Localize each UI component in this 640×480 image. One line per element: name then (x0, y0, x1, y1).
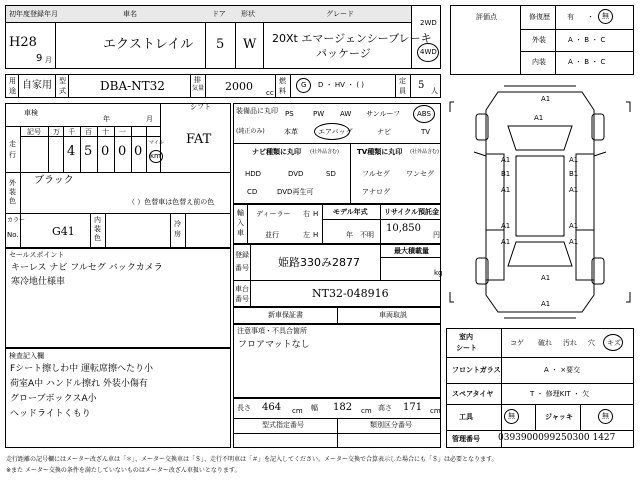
mileage-digit: 5 (84, 144, 93, 159)
car-damage-diagram (446, 80, 634, 322)
fuel-label: 燃 (279, 77, 286, 85)
width-cm: cm (361, 407, 372, 415)
control-number: 0393900099250300 1427 (498, 433, 616, 443)
chassis-label: 車台 (235, 285, 249, 293)
equip-tv: TV (421, 128, 431, 136)
mark-left-1: A1 (501, 156, 511, 164)
mark-front-1: A1 (541, 95, 551, 103)
caution-box (233, 324, 441, 398)
equip-sunroof: サンルーフ (366, 110, 401, 118)
navi-hdd: HDD (245, 170, 262, 178)
control-label: 管理番号 (452, 435, 480, 443)
height-label: 高さ (378, 404, 392, 412)
one-label: 一 (119, 128, 126, 136)
drive-4wd: 4WD (420, 48, 437, 56)
cc-unit: cc (266, 89, 274, 97)
repair-label: 修復歴 (529, 13, 550, 21)
inspection-title: 評価点 (476, 13, 497, 21)
color-label: 外 (9, 179, 16, 187)
int-grades: A ・ B ・ C (568, 58, 606, 66)
equipment-label: 装備品に丸印 (236, 107, 278, 115)
grade-line1: 20Xt エマージェンシーブレーキ (272, 32, 432, 45)
displacement: 2000 (225, 80, 253, 93)
capacity-label: 定 (399, 77, 406, 85)
import-parallel: 並行 (265, 231, 279, 239)
max-load-label: 最大積載量 (394, 247, 429, 255)
tools-value: 無 (508, 412, 515, 420)
equip-aw: AW (340, 110, 352, 118)
ext-label: 外装 (532, 36, 546, 44)
manual: 車両取説 (379, 311, 407, 319)
tv-title: TV種類に丸印 (357, 148, 403, 156)
equip-airbag: エアバッグ (318, 128, 353, 136)
capacity-label-2: 員 (399, 87, 406, 95)
interior-color-label-3: 色 (94, 234, 101, 242)
interior-yogore: 汚れ (563, 339, 577, 347)
front-glass-label: フロントガラス (452, 366, 501, 374)
import-dealer: ディーラー (256, 210, 291, 218)
inspection-label: 車検 (24, 109, 38, 117)
year-model-label: モデル年式 (333, 208, 368, 216)
interior-kizu: キズ (607, 339, 621, 347)
equip-navi: ナビ (377, 128, 391, 136)
recycle-deposit: 10,850 (386, 223, 421, 234)
capacity: 5 (418, 80, 425, 91)
interior-color-label-2: 装 (94, 225, 101, 233)
month-unit: 月 (45, 56, 52, 64)
month-label: 月 (146, 115, 153, 123)
footer-line2: ※また メーター交換の条件を満たしていないものはメーター改ざん車扱いとなります。 (6, 467, 241, 474)
mark-right-3: A1 (569, 186, 579, 194)
grade-label: グレード (326, 10, 354, 18)
mileage-digit: 0 (134, 144, 143, 159)
model-label: 型 (59, 77, 66, 85)
inspector-line: Fシート擦しわ中 運転席擦へたり小 (10, 364, 154, 374)
fuel-label-2: 料 (279, 87, 286, 95)
sales-line2: 寒冷地仕様車 (11, 277, 66, 287)
equip-abs: ABS (417, 110, 431, 118)
interior-yabure: 破れ (538, 339, 552, 347)
model-label-2: 式 (59, 87, 66, 95)
repair-no: 無 (602, 12, 609, 20)
equipment-label-2: (純正のみ) (236, 128, 265, 135)
import-left: 左 (303, 231, 310, 239)
thousand-label: 千 (68, 128, 75, 136)
import-label-3: 車 (237, 229, 244, 237)
import-h-2: H (313, 231, 319, 239)
recycle-deposit-label: リサイクル預託金 (384, 208, 440, 216)
inspector-line: 荷室A中 ハンドル擦れ 外装小傷有 (10, 379, 148, 389)
color-no: G41 (52, 225, 75, 238)
door-label: ドア (212, 10, 226, 18)
reg-label: 登録 (235, 251, 249, 259)
displacement-label-2: 気量 (192, 85, 205, 92)
width: 182 (333, 402, 353, 413)
mileage-digit: 0 (118, 144, 127, 159)
mark-front-2: A1 (534, 114, 544, 122)
color: ブラック (34, 175, 74, 186)
year-label: 年 (103, 115, 110, 123)
cooling-label: 冷 (174, 220, 181, 228)
interior-seat-label-2: シート (456, 344, 477, 352)
navi-sd: SD (326, 170, 336, 178)
color-no-label-2: No. (7, 231, 19, 239)
jack-value: 無 (602, 412, 609, 420)
category-label: 類別区分番号 (370, 421, 412, 429)
repair-separator: ・ (587, 13, 594, 21)
shape: W (243, 37, 257, 52)
shape-label: 形状 (241, 10, 255, 18)
caution-title: 注意事項・不具合箇所 (237, 327, 307, 335)
length: 464 (262, 402, 282, 413)
front-glass-items: A ・ ×要交 (544, 366, 581, 374)
model: DBA-NT32 (100, 79, 165, 93)
car-name: エクストレイル (103, 37, 194, 52)
import-label-2: 入 (237, 219, 244, 227)
mile-label: マイル (149, 140, 164, 146)
equip-leather: 本革 (284, 128, 298, 136)
tv-analog: アナログ (362, 188, 390, 196)
navi-cd: CD (247, 188, 258, 196)
mark-right-5: A1 (569, 238, 579, 246)
caution-line1: フロアマットなし (238, 340, 310, 350)
inspector-line: グローブボックスA小 (10, 394, 97, 404)
year-model-value: 年 不明 (346, 231, 374, 239)
sales-title: セールスポイント (9, 251, 65, 259)
height: 171 (403, 402, 423, 413)
repair-yes: 有 (567, 13, 574, 21)
capacity-unit: 人 (431, 87, 438, 95)
man-label: 万 (53, 128, 60, 136)
fuel-g: G (301, 81, 307, 89)
shift: FAT (186, 132, 212, 147)
grade-line2: パッケージ (316, 47, 371, 60)
navi-dvd: DVD (288, 170, 304, 178)
tv-note: (社外品含む) (410, 149, 439, 155)
length-cm: cm (292, 407, 303, 415)
kg: kg (434, 269, 443, 277)
usage-label: 用 (9, 77, 16, 85)
hundred-label: 百 (85, 128, 92, 136)
interior-koge: コゲ (510, 339, 524, 347)
mark-right-4: A1 (569, 222, 579, 230)
mark-right-1: A1 (569, 156, 579, 164)
import-h: H (313, 210, 319, 218)
tv-oneseg: ワンセグ (406, 170, 434, 178)
color-label-3: 色 (9, 197, 16, 205)
import-right: 右 (303, 210, 310, 218)
tv-fullseg: フルセグ (362, 170, 390, 178)
shift-label: シフト (190, 103, 211, 111)
reg-month: 9 (36, 53, 43, 64)
reg-year: H28 (9, 35, 37, 50)
import-label: 輸 (237, 209, 244, 217)
sales-line1: キーレス ナビ フルセグ バックカメラ (11, 263, 163, 273)
chassis-number: NT32-048916 (312, 287, 389, 300)
type-label: 型式指定番号 (262, 421, 304, 429)
tools-label: 工具 (459, 413, 473, 421)
inspector-title: 検査記入欄 (9, 352, 44, 360)
navi-title: ナビ種類に丸印 (252, 148, 301, 156)
navi-dvd-play: DVD再生可 (277, 188, 314, 196)
mileage-label-2: 行 (9, 151, 16, 159)
mark-left-5: A1 (501, 238, 511, 246)
doors: 5 (216, 37, 225, 52)
row2 (5, 74, 441, 98)
km-label: km (150, 152, 161, 160)
interior-ana: 穴 (588, 339, 595, 347)
mark-left-4: A1 (501, 222, 511, 230)
mileage-digit: 4 (67, 144, 76, 159)
reg-date-label: 初年度登録年月 (9, 10, 58, 18)
mark-left-2: B1 (501, 170, 511, 178)
inspector-line: ヘッドライトくもり (10, 409, 91, 419)
drive-2wd: 2WD (420, 19, 437, 27)
footer-line1: 走行距離の記号欄にはメーター改ざん車は「＊」、メーター交換車は「＄」、走行不明車は「＃」を記入してください。メーター交換で合算表示した場合にも「＄」は必要となります。 (6, 456, 498, 463)
yen: 円 (433, 231, 440, 239)
mark-left-3: A1 (501, 186, 511, 194)
cooling-label-2: 房 (174, 230, 181, 238)
fuel-options: D ・ HV ・ ( ) (318, 81, 365, 89)
height-cm: cm (430, 407, 441, 415)
ext-grades: A ・ B ・ C (568, 36, 606, 44)
mileage-digit: 0 (101, 144, 110, 159)
mark-right-2: B1 (569, 170, 579, 178)
length-label: 長さ (237, 404, 251, 412)
chassis-label-2: 番号 (235, 295, 249, 303)
interior-color-label: 内 (94, 216, 101, 224)
new-car-warranty: 新車保証書 (268, 311, 303, 319)
width-label: 幅 (311, 404, 318, 412)
color-label-2: 装 (9, 188, 16, 196)
displacement-label: 排 (194, 76, 201, 84)
equip-ps: PS (285, 110, 294, 118)
mileage-label: 走 (9, 140, 16, 148)
color-no-label: カラー (7, 217, 26, 224)
reg-label-2: 番号 (235, 264, 249, 272)
usage-label-2: 途 (9, 87, 16, 95)
int-label: 内装 (532, 58, 546, 66)
mark-rear-2: A1 (541, 300, 551, 308)
navi-note: (社外品含む) (310, 149, 339, 155)
car-name-label: 車名 (123, 10, 137, 18)
equip-pw: PW (313, 110, 325, 118)
interior-seat-label: 室内 (459, 333, 473, 341)
jack-label: ジャッキ (545, 413, 573, 421)
spare-tire-items: T ・ 修理KIT ・ 欠 (530, 390, 590, 398)
reg-number: 姫路330み2877 (278, 256, 360, 269)
mark-rear-1: A1 (541, 274, 551, 282)
color-change-note: （ ）色替車は色替え前の色 (128, 198, 215, 206)
record-label: 記号 (27, 128, 41, 136)
ten-label: 十 (102, 128, 109, 136)
usage: 自家用 (22, 80, 52, 91)
spare-tire-label: スペアタイヤ (452, 390, 494, 398)
